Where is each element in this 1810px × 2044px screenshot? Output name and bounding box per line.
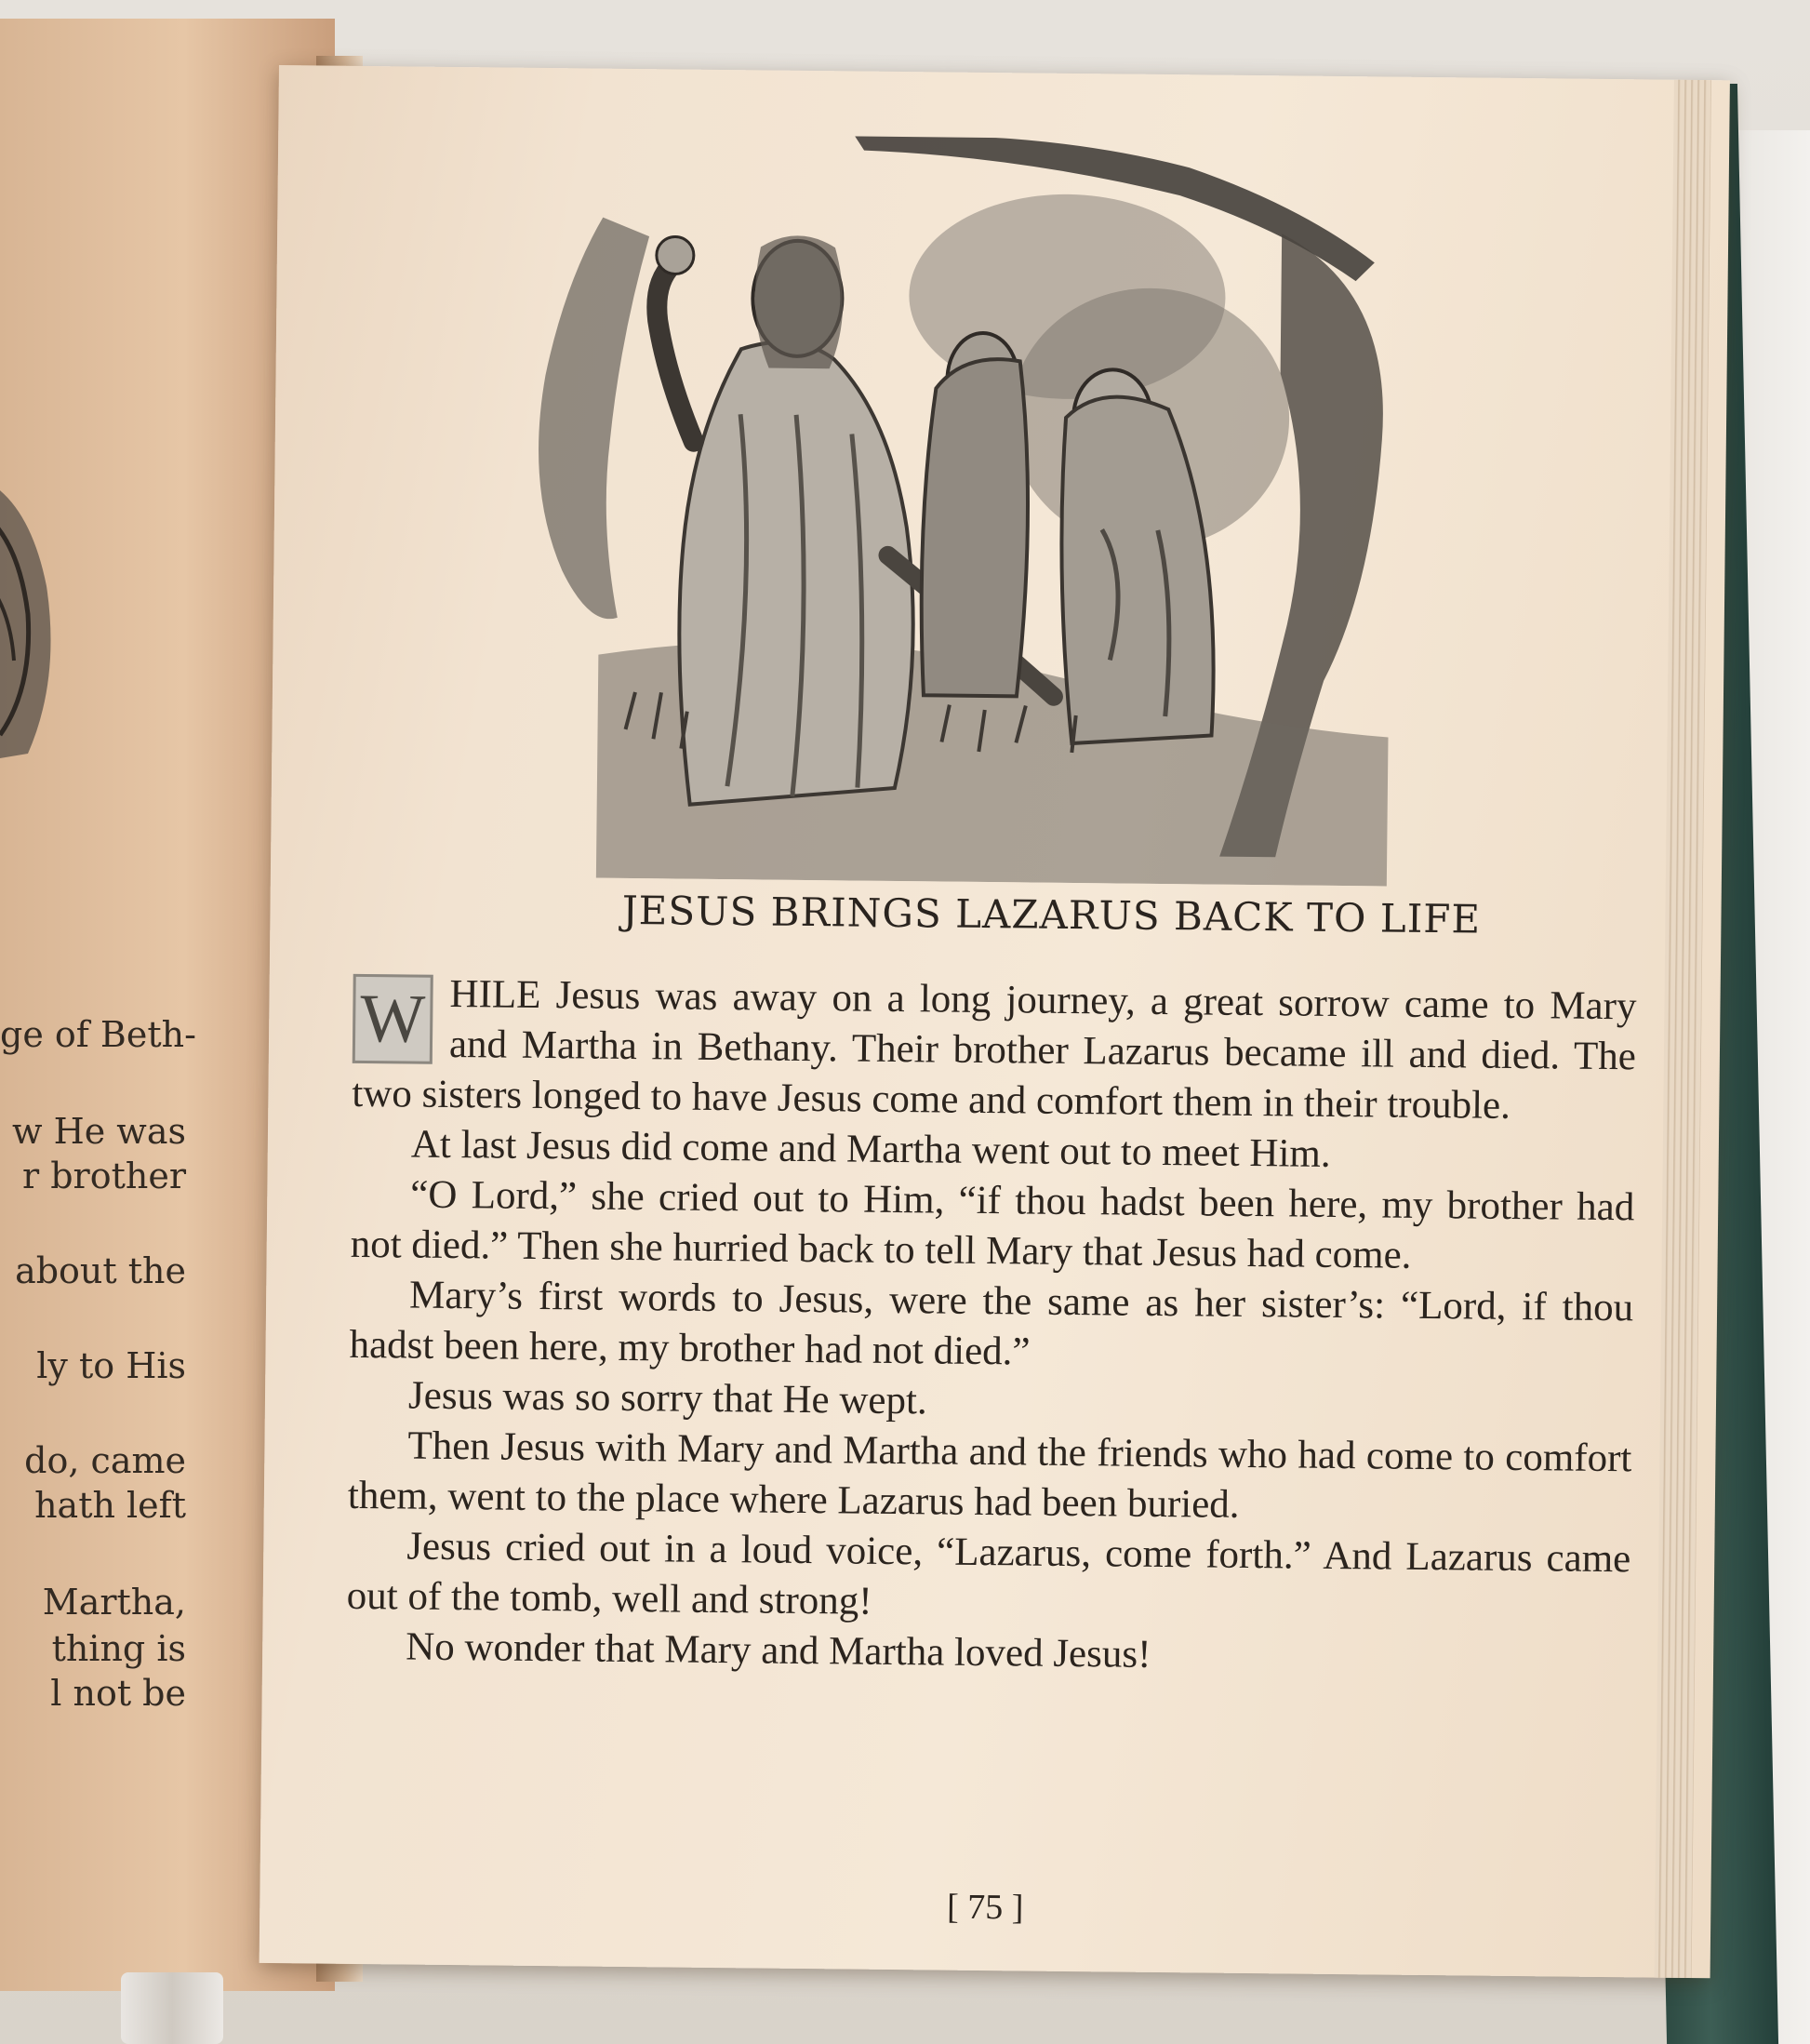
left-text-line: thing is: [51, 1628, 186, 1669]
page-edges: [1655, 80, 1711, 1978]
story-paragraph: No wonder that Mary and Martha loved Jesus!: [405, 1624, 1151, 1677]
left-page-illustration: [0, 456, 84, 772]
left-text-line: hath left: [34, 1485, 186, 1526]
paragraph-text: HILE Jesus was away on a long journey, a great sorrow came to Mary and Martha in Bethany. Their brother Lazarus became ill and died. The two sisters longed to have Jesus come and comfort them in their trouble.: [352, 971, 1637, 1128]
left-text-line: Martha,: [42, 1582, 186, 1623]
engraving-illustration: [457, 132, 1487, 887]
chapter-title: JESUS BRINGS LAZARUS BACK TO LIFE: [621, 887, 1482, 942]
left-text-line: l not be: [50, 1673, 186, 1714]
drop-cap: W: [353, 974, 433, 1064]
left-text-line: ly to His: [36, 1345, 186, 1386]
story-paragraph: “O Lord,” she cried out to Him, “if thou hadst been here, my brother had not died.” Then she hurried back to tell Mary that Jesus had come.: [350, 1172, 1635, 1277]
story-paragraph: [352, 969, 1637, 1132]
right-page: [260, 65, 1730, 1978]
left-text-line: w He was: [12, 1111, 186, 1152]
story-paragraph: Then Jesus with Mary and Martha and the friends who had come to comfort them, went to the place where Lazarus had been buried.: [347, 1423, 1632, 1527]
story-paragraph: Jesus was so sorry that He wept.: [407, 1373, 927, 1423]
left-text-line: do, came: [24, 1440, 186, 1481]
page-number: [ 75 ]: [946, 1887, 1024, 1928]
story-text: [346, 969, 1637, 1685]
story-paragraph: Jesus cried out in a loud voice, “Lazarus, come forth.” And Lazarus came out of the tomb, well and strong!: [346, 1524, 1631, 1623]
left-text-line: about the: [15, 1250, 186, 1291]
story-paragraph: Mary’s first words to Jesus, were the same as her sister’s: “Lord, if thou hadst been here, my brother had not died.”: [349, 1273, 1634, 1374]
left-text-line: ge of Beth-: [0, 1014, 196, 1055]
left-text-line: r brother: [21, 1156, 186, 1196]
story-paragraph: At last Jesus did come and Martha went out to meet Him.: [410, 1122, 1331, 1176]
bookmark-ribbon: [121, 1972, 223, 2044]
